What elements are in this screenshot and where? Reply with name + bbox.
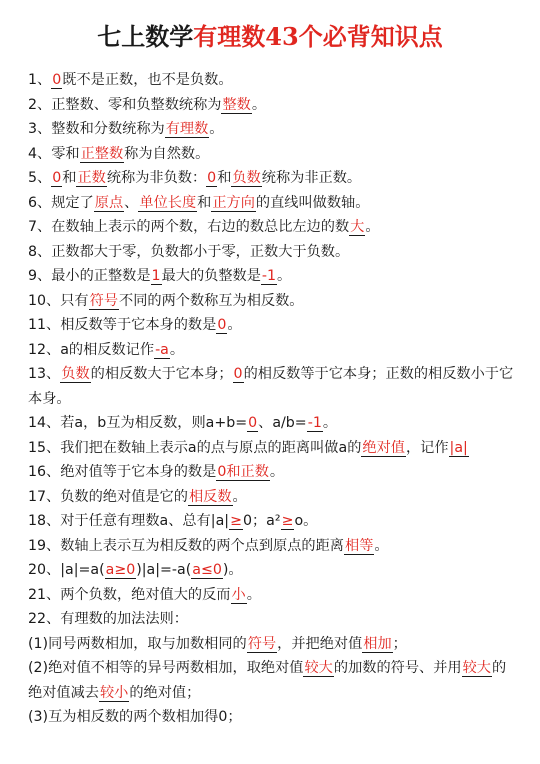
keyword-highlight: 0: [233, 366, 243, 382]
list-item: [28, 411, 518, 436]
line-text: 的加数的符号、并用: [333, 660, 462, 676]
line-text: 0；a²: [242, 513, 281, 529]
line-text: 的直线叫做数轴。: [255, 194, 370, 211]
line-text: 。: [227, 317, 242, 333]
keyword-highlight: 有理数: [165, 121, 209, 137]
list-item: [28, 460, 518, 485]
line-text: 17、负数的绝对值是它的: [28, 488, 188, 505]
list-item: [28, 436, 518, 461]
list-item: [28, 558, 518, 583]
keyword-highlight: 符号: [89, 292, 119, 309]
list-item: [28, 264, 518, 289]
line-text: 。: [209, 121, 224, 137]
keyword-highlight: 大: [350, 219, 365, 235]
line-text: 16、绝对值等于它本身的数是: [28, 464, 217, 480]
keyword-highlight: a≥0: [105, 562, 136, 578]
knowledge-point-list: [28, 68, 518, 730]
list-item: [28, 313, 518, 338]
line-text: 8、正数都大于零，负数都小于零，正数大于负数。: [28, 243, 350, 260]
line-text: 和: [197, 194, 212, 211]
list-item: [28, 191, 518, 216]
list-item: [28, 534, 518, 559]
keyword-highlight: 绝对值: [362, 439, 405, 456]
line-text: 21、两个负数，绝对值大的反而: [28, 586, 231, 603]
line-text: 。: [277, 268, 292, 284]
line-text: 的相反数等于它本身；正数的相反数小于它本身。: [28, 366, 514, 407]
line-text: 统称为非正数。: [261, 170, 362, 186]
title-black-part: 七上数学: [97, 22, 194, 51]
keyword-highlight: ≥: [230, 513, 242, 529]
line-text: o。: [294, 513, 318, 529]
keyword-highlight: 符号: [247, 635, 277, 652]
line-text: 7、在数轴上表示的两个数，右边的数总比左边的数: [28, 219, 350, 235]
list-item: [28, 583, 518, 608]
line-text: )|a|=-a(: [136, 562, 192, 578]
keyword-highlight: 正方向: [212, 194, 255, 211]
list-item: [28, 656, 518, 705]
list-item: [28, 68, 518, 93]
line-text: 、a/b=: [258, 415, 307, 431]
list-item: [28, 240, 518, 265]
line-text: 14、若a，b互为相反数，则a+b=: [28, 415, 248, 431]
line-text: 18、对于任意有理数a、总有|a|: [28, 513, 230, 529]
line-text: 1、: [28, 72, 52, 88]
line-text: 19、数轴上表示互为相反数的两个点到原点的距离: [28, 537, 344, 554]
line-text: 。: [246, 586, 261, 603]
line-text: 不同的两个数称互为相反数。: [119, 292, 304, 309]
keyword-highlight: 负数: [232, 170, 261, 186]
line-text: 。: [365, 219, 380, 235]
list-item: [28, 166, 518, 191]
list-item: [28, 93, 518, 118]
keyword-highlight: 0: [248, 415, 258, 431]
keyword-highlight: 相反数: [188, 488, 232, 505]
list-item: [28, 338, 518, 363]
keyword-highlight: 整数: [222, 96, 251, 113]
list-item: [28, 215, 518, 240]
line-text: 5、: [28, 170, 52, 186]
line-text: 。: [374, 537, 389, 554]
line-text: 的绝对值减去: [28, 660, 507, 701]
line-text: 13、: [28, 366, 61, 382]
line-text: 。: [269, 464, 285, 480]
keyword-highlight: 原点: [94, 194, 124, 211]
keyword-highlight: 单位长度: [139, 194, 197, 211]
line-text: 。: [169, 341, 185, 358]
keyword-highlight: 相等: [345, 537, 374, 554]
list-item: [28, 142, 518, 167]
keyword-highlight: 负数: [61, 366, 90, 382]
keyword-highlight: 0: [52, 72, 62, 88]
keyword-highlight: 0: [207, 170, 217, 186]
line-text: 称为自然数。: [124, 145, 210, 162]
line-text: 6、规定了: [28, 194, 94, 211]
line-text: 。: [322, 415, 338, 431]
line-text: 3、整数和分数统称为: [28, 121, 165, 137]
line-text: 。: [232, 488, 247, 505]
line-text: 的相反数大于它本身；: [90, 366, 233, 382]
line-text: 9、最小的正整数是: [28, 268, 151, 284]
keyword-highlight: 正整数: [80, 145, 124, 162]
line-text: 和: [62, 170, 77, 186]
keyword-highlight: 1: [151, 268, 161, 284]
page-title: [0, 22, 540, 52]
list-item: [28, 117, 518, 142]
keyword-highlight: |a|: [449, 439, 468, 456]
line-text: 11、相反数等于它本身的数是: [28, 317, 217, 333]
keyword-highlight: 相加: [363, 635, 392, 652]
line-text: 、: [124, 194, 139, 211]
keyword-highlight: -1: [261, 268, 277, 284]
line-text: ，并把绝对值: [277, 635, 363, 652]
keyword-highlight: 较小: [99, 684, 129, 701]
keyword-highlight: -a: [155, 341, 169, 358]
list-item: [28, 632, 518, 657]
line-text: (2)绝对值不相等的异号两数相加，取绝对值: [28, 660, 304, 676]
keyword-highlight: 较大: [304, 660, 333, 676]
line-text: )。: [222, 562, 243, 578]
keyword-highlight: a≤0: [192, 562, 222, 578]
keyword-highlight: 0: [217, 317, 227, 333]
line-text: 10、只有: [28, 292, 89, 309]
keyword-highlight: ≥: [281, 513, 294, 529]
list-item: [28, 607, 518, 632]
line-text: 最大的负整数是: [161, 268, 261, 284]
line-text: 4、零和: [28, 145, 80, 162]
keyword-highlight: 较大: [462, 660, 491, 676]
line-text: ；: [392, 635, 407, 652]
title-red-part: 有理数43个必背知识点: [193, 22, 443, 51]
keyword-highlight: -1: [307, 415, 322, 431]
line-text: 。: [251, 96, 267, 113]
line-text: 22、有理数的加法法则：: [28, 611, 188, 627]
line-text: 15、我们把在数轴上表示a的点与原点的距离叫做a的: [28, 439, 362, 456]
line-text: 和: [217, 170, 232, 186]
keyword-highlight: 小: [231, 586, 246, 603]
line-text: 12、a的相反数记作: [28, 341, 155, 358]
list-item: [28, 362, 518, 411]
keyword-highlight: 0: [52, 170, 62, 186]
list-item: [28, 485, 518, 510]
line-text: 既不是正数，也不是负数。: [62, 72, 233, 88]
keyword-highlight: 正数: [77, 170, 106, 186]
line-text: 的绝对值；: [129, 684, 201, 701]
line-text: (1)同号两数相加，取与加数相同的: [28, 635, 247, 652]
list-item: [28, 705, 518, 730]
list-item: [28, 289, 518, 314]
line-text: 20、|a|=a(: [28, 562, 105, 578]
line-text: 2、正整数、零和负整数统称为: [28, 96, 222, 113]
list-item: [28, 509, 518, 534]
line-text: 统称为非负数：: [106, 170, 207, 186]
line-text: ，记作: [405, 439, 449, 456]
line-text: (3)互为相反数的两个数相加得0；: [28, 709, 242, 725]
keyword-highlight: 0和正数: [217, 464, 269, 480]
